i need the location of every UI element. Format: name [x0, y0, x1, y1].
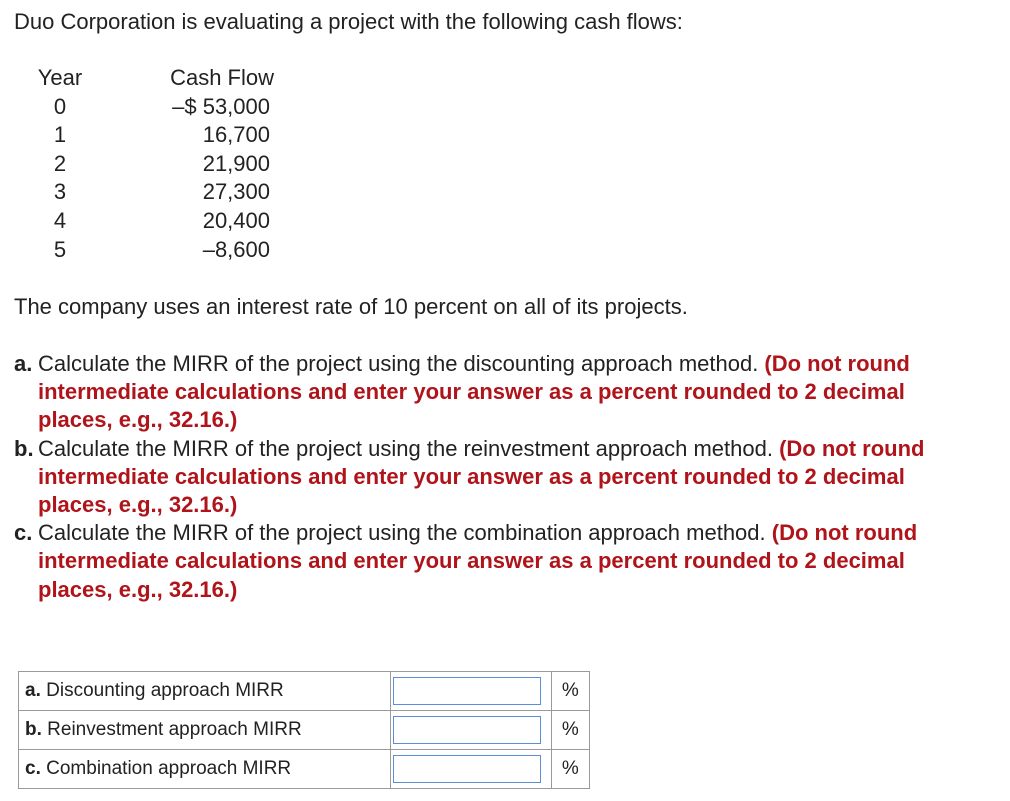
- answer-input-cell: [390, 672, 551, 711]
- cash-flow-cell: –8,600: [202, 236, 270, 262]
- answer-letter: c.: [25, 758, 41, 779]
- question-note: (Do not round intermediate calculations and enter your answer as a percent rounded to 2 decimal places, e.g., 32.16.): [38, 520, 918, 602]
- table-row: [28, 150, 270, 179]
- table-row: [28, 236, 270, 265]
- table-row: [28, 207, 270, 236]
- answer-label-text: Combination approach MIRR: [46, 758, 292, 779]
- cash-flow-header: [92, 64, 274, 93]
- answer-table: [18, 671, 590, 789]
- cash-flow-cell: 21,900: [202, 150, 270, 176]
- year-cell: 1: [53, 122, 67, 148]
- year-cell: 2: [53, 150, 67, 176]
- question-text: Calculate the MIRR of the project using the reinvestment approach method.: [38, 435, 780, 461]
- answer-letter: a.: [25, 680, 41, 701]
- cash-flow-cell: 16,700: [202, 122, 270, 148]
- percent-unit: %: [551, 711, 589, 750]
- answer-label: [19, 750, 391, 789]
- question-a: [14, 350, 974, 435]
- year-cell: 0: [53, 93, 67, 119]
- year-cell: 3: [53, 179, 67, 205]
- percent-unit: %: [551, 750, 589, 789]
- question-c: [14, 519, 974, 604]
- table-row: [28, 178, 270, 207]
- cash-flow-cell: 20,400: [202, 207, 270, 233]
- answer-label: [19, 672, 391, 711]
- table-row: [28, 93, 270, 122]
- question-letter: b.: [14, 435, 34, 461]
- question-text: Calculate the MIRR of the project using the combination approach method.: [38, 520, 772, 546]
- intro-text: Duo Corporation is evaluating a project with the following cash flows:: [14, 9, 683, 34]
- answer-input-cell: [390, 711, 551, 750]
- question-letter: a.: [14, 351, 33, 376]
- table-row: [28, 121, 270, 150]
- answer-letter: b.: [25, 719, 42, 740]
- question-list: [14, 350, 974, 604]
- combination-mirr-input[interactable]: [393, 755, 541, 783]
- percent-unit: %: [551, 672, 589, 711]
- cash-flow-header-row: [28, 64, 270, 93]
- question-note: (Do not round intermediate calculations and enter your answer as a percent rounded to 2 decimal places, e.g., 32.16.): [38, 351, 910, 433]
- answer-label: [19, 711, 391, 750]
- question-note: (Do not round intermediate calculations and enter your answer as a percent rounded to 2 decimal places, e.g., 32.16.): [38, 435, 925, 518]
- reinvestment-mirr-input[interactable]: [393, 716, 541, 744]
- cash-flow-cell: 27,300: [202, 179, 270, 205]
- discounting-mirr-input[interactable]: [393, 677, 541, 705]
- question-text: Calculate the MIRR of the project using the discounting approach method.: [38, 351, 765, 376]
- answer-row-reinvestment: [19, 711, 590, 750]
- year-header: Year: [37, 65, 83, 90]
- answer-row-combination: [19, 750, 590, 789]
- cash-flow-table: [28, 64, 274, 264]
- answer-row-discounting: [19, 672, 590, 711]
- year-cell: 4: [53, 207, 67, 233]
- interest-rate-text: The company uses an interest rate of 10 percent on all of its projects.: [14, 294, 688, 319]
- cash-flow-cell: –$ 53,000: [172, 93, 270, 119]
- question-b: [14, 435, 974, 520]
- answer-label-text: Reinvestment approach MIRR: [47, 719, 302, 740]
- answer-input-cell: [390, 750, 551, 789]
- answer-label-text: Discounting approach MIRR: [46, 680, 284, 701]
- question-letter: c.: [14, 520, 33, 546]
- cash-flow-header-label: Cash Flow: [170, 65, 274, 90]
- year-cell: 5: [53, 236, 67, 262]
